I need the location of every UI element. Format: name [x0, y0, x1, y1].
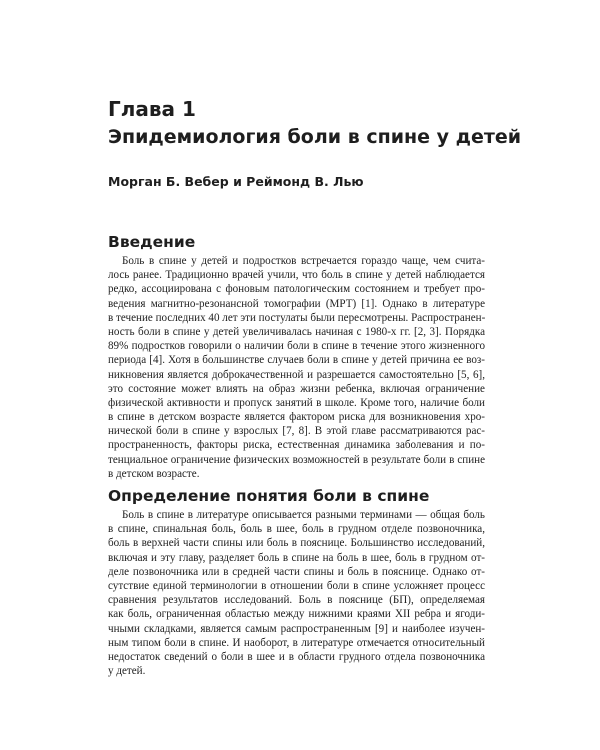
text-line: Боль в спине у детей и подростков встречается гораздо чаще, чем счита- — [122, 255, 485, 267]
text-line: в течение последних 40 лет эти постулаты были пересмотрены. Распространен- — [108, 311, 485, 324]
text-line: нической боли в спине у взрослых [7, 8]. В этой главе рассматриваются рас- — [108, 425, 485, 438]
text-line: 89% подростков говорили о наличии боли в спине в течение этого жизненного — [108, 340, 485, 353]
text-line: сравнения результатов исследований. Боль в пояснице (БП), определяемая — [108, 594, 485, 607]
text-line: у детей. — [108, 665, 146, 678]
text-line: лось ранее. Традиционно врачей учили, что боль в спине у детей наблюдается — [108, 269, 485, 282]
text-line: физической активности и пропуск занятий в школе. Кроме того, наличие боли — [108, 396, 485, 409]
text-line: тенциальное ограничение физических возможностей в результате боли в спине — [108, 453, 485, 466]
text-line: в спине в детском возрасте является фактором риска для возникновения хро- — [108, 411, 485, 424]
text-line: в детском возрасте. — [108, 467, 200, 480]
chapter-authors: Морган Б. Вебер и Реймонд В. Лью — [108, 174, 364, 189]
text-line: деле позвоночника или в средней части спины и боль в пояснице. Однако от- — [108, 565, 485, 578]
text-line: ность боли в спине у детей увеличивалась начиная с 1980-х гг. [2, 3]. Порядка — [108, 325, 485, 338]
text-line: в спине, спинальная боль, боль в шее, боль в грудном отделе позвоночника, — [108, 523, 485, 536]
text-line: редко, ассоциирована с фоновым патологическим состоянием и требует про- — [108, 283, 485, 296]
chapter-label: Глава 1 — [108, 97, 196, 121]
text-line: периода [4]. Хотя в большинстве случаев боли в спине у детей причина ее воз- — [108, 354, 485, 367]
text-line: сутствие единой терминологии в отношении боли в спине усложняет процесс — [108, 579, 485, 592]
text-line: пространенность, факторы риска, естественная динамика заболевания и по- — [108, 439, 485, 452]
text-line: Боль в спине в литературе описывается разными терминами — общая боль — [122, 509, 485, 521]
definition-paragraph — [108, 508, 485, 678]
text-line: как боль, ограниченная областью между нижними краями XII ребра и ягоди- — [108, 608, 485, 621]
text-line: это состояние может влиять на образ жизни ребенка, включая ограничение — [108, 382, 485, 395]
text-line: ным типом боли в спине. И наоборот, в литературе отмечается относительный — [108, 636, 485, 649]
text-line: недостаток сведений о боли в шее и в области грудного отдела позвоночника — [108, 650, 485, 663]
section-heading-definition: Определение понятия боли в спине — [108, 487, 430, 505]
text-line: боль в верхней части спины или боль в пояснице. Большинство исследований, — [108, 537, 485, 550]
text-line: ведения магнитно-резонансной томографии (МРТ) [1]. Однако в литературе — [108, 297, 485, 310]
introduction-paragraph — [108, 254, 485, 481]
text-line: никновения является доброкачественной и разрешается самостоятельно [5, 6], — [108, 368, 485, 381]
chapter-title: Эпидемиология боли в спине у детей — [108, 126, 522, 148]
text-line: чными складками, является самым распространенным [9] и наиболее изучен- — [108, 622, 485, 635]
section-heading-introduction: Введение — [108, 233, 196, 251]
text-line: включая и эту главу, разделяет боль в спине на боль в шее, боль в грудном от- — [108, 551, 485, 564]
